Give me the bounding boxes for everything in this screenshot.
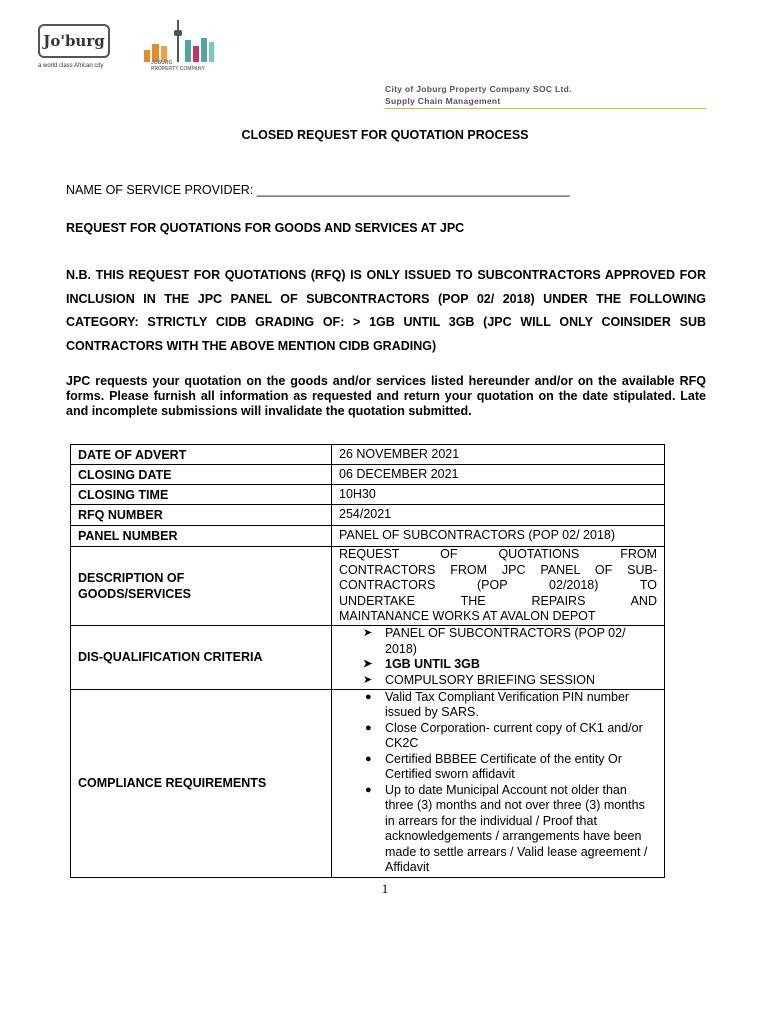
arrow-bullet-icon: ➤ [363, 658, 373, 670]
row-value-disqualification [332, 625, 665, 689]
row-value-closing-date: 06 DECEMBER 2021 [332, 465, 665, 485]
service-provider-line: NAME OF SERVICE PROVIDER: _____________________________________________ [66, 183, 570, 197]
table-row [71, 526, 665, 547]
row-label-disqualification: DIS-QUALIFICATION CRITERIA [71, 625, 332, 689]
row-label-panel-number: PANEL NUMBER [71, 526, 332, 547]
bullet-dot-icon: ● [365, 783, 372, 796]
disqualification-list [339, 626, 657, 688]
rfq-heading: REQUEST FOR QUOTATIONS FOR GOODS AND SERVICES AT JPC [66, 221, 465, 235]
row-label-description [71, 547, 332, 626]
list-item-text: Valid Tax Compliant Verification PIN number issued by SARS. [385, 689, 630, 719]
page-title: CLOSED REQUEST FOR QUOTATION PROCESS [241, 128, 529, 142]
row-value-compliance [332, 689, 665, 877]
description-line: MAINTANANCE WORKS AT AVALON DEPOT [339, 609, 596, 623]
list-item [339, 721, 657, 752]
description-line: CONTRACTORS (POP 02/2018) TO [339, 578, 657, 592]
department-name: Supply Chain Management [385, 96, 501, 106]
list-item-text: Certified BBBEE Certificate of the entity Or Certified sworn affidavit [385, 751, 622, 781]
company-header [385, 83, 572, 107]
row-value-date-of-advert: 26 NOVEMBER 2021 [332, 445, 665, 465]
company-name: City of Joburg Property Company SOC Ltd. [385, 84, 572, 94]
description-line: REQUEST OF QUOTATIONS FROM [339, 547, 657, 561]
arrow-bullet-icon: ➤ [363, 673, 373, 686]
bullet-dot-icon: ● [365, 752, 372, 765]
table-row [71, 689, 665, 877]
joburg-wordmark: Jo'burg [38, 24, 110, 58]
table-row [71, 625, 665, 689]
row-label-date-of-advert: DATE OF ADVERT [71, 445, 332, 465]
bullet-dot-icon: ● [365, 690, 372, 703]
row-label-closing-time: CLOSING TIME [71, 485, 332, 505]
table-row [71, 547, 665, 626]
table-row [71, 445, 665, 465]
table-row [71, 465, 665, 485]
description-label-line2: GOODS/SERVICES [78, 586, 191, 601]
row-label-closing-date: CLOSING DATE [71, 465, 332, 485]
joburg-logo [38, 24, 110, 69]
arrow-bullet-icon: ➤ [363, 627, 373, 639]
row-value-description [332, 547, 665, 626]
row-value-rfq-number: 254/2021 [332, 505, 665, 526]
list-item [339, 690, 657, 721]
list-item-text: Up to date Municipal Account not older than three (3) months and not over three (3) months in arrears for the individual / Proof that acknowledgements / arrangements have been made to settle arrears / Valid lease agreement / Affidavit [385, 782, 648, 874]
header-divider [385, 108, 706, 109]
description-label-line1: DESCRIPTION OF [78, 570, 185, 585]
row-value-closing-time: 10H30 [332, 485, 665, 505]
list-item-text: Close Corporation- current copy of CK1 and/or CK2C [385, 720, 643, 750]
bullet-dot-icon: ● [365, 721, 372, 734]
nb-notice: N.B. THIS REQUEST FOR QUOTATIONS (RFQ) IS ONLY ISSUED TO SUBCONTRACTORS APPROVED FOR INCLUSION IN THE JPC PANEL OF SUBCONTRACTORS (POP 02/ 2018) UNDER THE FOLLOWING CATEGORY: STRICTLY CIDB GRADING OF: > 1GB UNTIL 3GB (JPC WILL ONLY COINSIDER SUB CONTRACTORS WITH THE ABOVE MENTION CIDB GRADING) [66, 268, 706, 353]
list-item [339, 752, 657, 783]
list-item [339, 626, 657, 657]
list-item [339, 673, 657, 689]
joburg-tagline: a world class African city [38, 63, 104, 69]
row-value-panel-number: PANEL OF SUBCONTRACTORS (POP 02/ 2018) [332, 526, 665, 547]
list-item [339, 657, 657, 673]
list-item-text: PANEL OF SUBCONTRACTORS (POP 02/ 2018) [385, 626, 626, 656]
list-item-text: 1GB UNTIL 3GB [385, 657, 480, 671]
page-number: 1 [381, 881, 389, 896]
description-line: UNDERTAKE THE REPAIRS AND [339, 593, 657, 608]
row-label-rfq-number: RFQ NUMBER [71, 505, 332, 526]
rfq-details-table [70, 444, 665, 878]
list-item [339, 783, 657, 876]
intro-paragraph: JPC requests your quotation on the goods and/or services listed hereunder and/or on the available RFQ forms. Please furnish all information as requested and return your quotation on the date stipulated. Late and incomplete submissions will invalidate the quotation submitted. [66, 374, 706, 418]
jpc-wordmark [151, 60, 205, 72]
compliance-list [339, 690, 657, 876]
table-row [71, 505, 665, 526]
jpc-name-line1: JOBURG [151, 60, 173, 66]
jpc-name-line2: PROPERTY COMPANY [151, 66, 205, 72]
description-line: CONTRACTORS FROM JPC PANEL OF SUB- [339, 562, 657, 577]
list-item-text: COMPULSORY BRIEFING SESSION [385, 672, 596, 687]
table-row [71, 485, 665, 505]
row-label-compliance: COMPLIANCE REQUIREMENTS [71, 689, 332, 877]
